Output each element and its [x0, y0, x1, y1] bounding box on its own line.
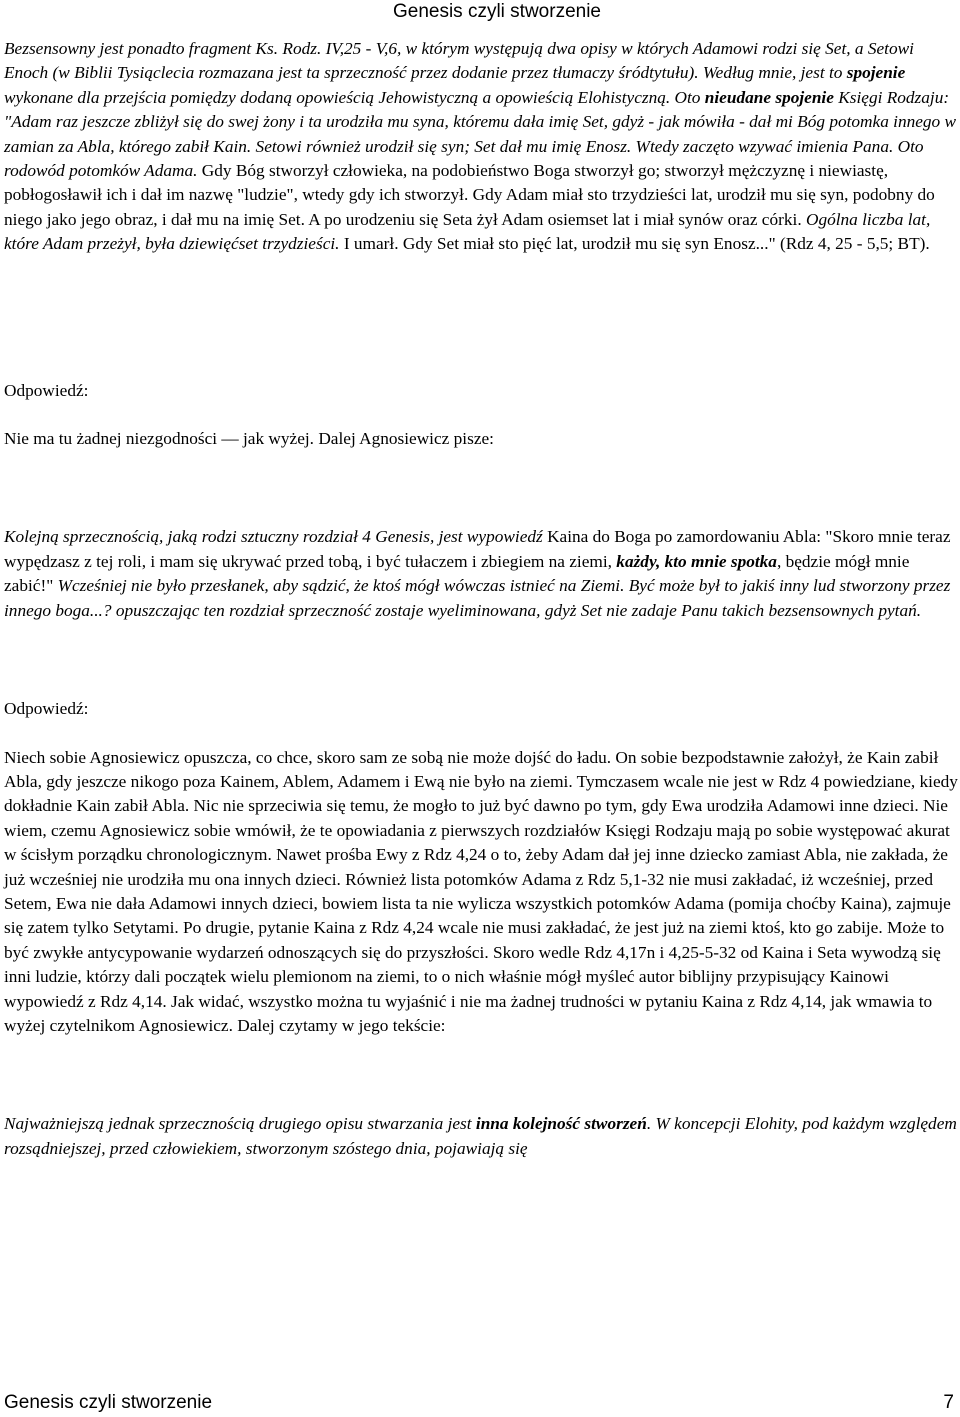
- emphasis: nieudane spojenie: [704, 87, 834, 107]
- document-body: [4, 37, 960, 1161]
- quote-text: , będzie mógł mnie zabić!": [4, 551, 910, 596]
- quote-text: Księgi Rodzaju: "Adam raz jeszcze zbliżył się do swej żony i ta urodziła mu syna, któremu dała imię Set, gdyż - jak mówiła - dał mi Bóg potomka innego w zamian za Abla, którego zabił Kain. Setowi również urodził się syn; Set dał mu imię Enosz. Wtedy zaczęto wzywać imienia Pana. Oto rodowód potomków Adama.: [4, 87, 957, 181]
- answer-label: Odpowiedź:: [4, 699, 89, 719]
- emphasis: spojenie: [846, 63, 906, 83]
- answer-text: Nie ma tu żadnej niezgodności — jak wyżej. Dalej Agnosiewicz pisze:: [4, 429, 494, 449]
- page-footer: [4, 1392, 954, 1414]
- emphasis: każdy, kto mnie spotka: [616, 551, 777, 571]
- header-title: Genesis czyli stworzenie: [392, 1, 601, 22]
- quote-text: Najważniejszą jednak sprzecznością drugiego opisu stwarzania jest: [4, 1114, 476, 1134]
- quote-text: I umarł. Gdy Set miał sto pięć lat, urodził mu się syn Enosz..." (Rdz 4, 25 - 5,5; BT).: [343, 234, 930, 254]
- answer-text: Niech sobie Agnosiewicz opuszcza, co chce, skoro sam ze sobą nie może dojść do ładu. On sobie bezpodstawnie założył, że Kain zabił Abla, gdy jeszcze nikogo poza Kainem, Ablem, Adamem i Ewą nie było na ziemi. Tymczasem wcale nie jest w Rdz 4 powiedziane, kiedy dokładnie Kain zabił Abla. Nic nie sprzeciwia się temu, że mogło to już być dawno po tym, gdy Ewa urodziła Adamowi inne dzieci. Nie wiem, czemu Agnosiewicz sobie wmówił, że te opowiadania z pierwszych rozdziałów Księgi Rodzaju mają po sobie występować akurat w ścisłym porządku chronologicznym. Nawet prośba Ewy z Rdz 4,24 o to, żeby Adam dał jej inne dziecko zamiast Abla, nie zakłada, że już wcześniej nie urodziła mu ona innych dzieci. Również lista potomków Adama z Rdz 5,1-32 nie musi zakładać, iż wcześniej, przed Setem, Ewa nie dała Adamowi innych dzieci, bowiem lista ta nie wylicza wszystkich potomków Adama (pomija choćby Kaina), zajmuje się zatem tylko Setytami. Po drugie, pytanie Kaina z Rdz 4,24 wcale nie musi zakładać, że jest już na ziemi ktoś, kto go zabije. Może to być zwykłe antycypowanie wydarzeń odnoszących się do przyszłości. Skoro wedle Rdz 4,17n i 4,25-5-32 od Kaina i Seta wywodzą się inni ludzie, którzy dali początek wielu plemionom na ziemi, to o nich właśnie mógł myśleć autor biblijny przypisujący Kainowi wypowiedź z Rdz 4,14. Jak widać, wszystko można tu wyjaśnić i nie ma żadnej trudności w pytaniu Kaina z Rdz 4,14, jak wmawia to wyżej czytelnikom Agnosiewicz. Dalej czytamy w jego tekście:: [4, 747, 958, 1035]
- footer-title: Genesis czyli stworzenie: [4, 1392, 213, 1413]
- quote-text: Ogólna liczba lat, które Adam przeżył, była dziewięćset trzydzieści.: [4, 209, 931, 254]
- quote-text: Wcześniej nie było przesłanek, aby sądzić, że ktoś mógł wówczas istnieć na Ziemi. Być może był to jakiś inny lud stworzony przez innego boga...? opuszczając ten rozdział sprzeczność zostaje wyeliminowana, gdyż Set nie zadaje Panu takich bezsensownych pytań.: [4, 576, 951, 620]
- running-header: [0, 0, 960, 23]
- quote-text: Kaina do Boga po zamordowaniu Abla: "Skoro mnie teraz wypędzasz z tej roli, i mam się ukrywać przed tobą, i być tułaczem i zbiegiem na ziemi,: [4, 527, 951, 571]
- paragraph-quote-3: [4, 1112, 960, 1161]
- page-number: 7: [943, 1392, 954, 1413]
- quote-text: Kolejną sprzecznością, jaką rodzi sztuczny rozdział 4 Genesis, jest wypowiedź: [4, 527, 548, 547]
- answer-label: Odpowiedź:: [4, 380, 89, 400]
- paragraph-quote-1: [4, 37, 960, 257]
- paragraph-quote-2: [4, 525, 960, 623]
- quote-text: Gdy Bóg stworzył człowieka, na podobieństwo Boga stworzył go; stworzył mężczyznę i niewiastę, pobłogosławił ich i dał im nazwę "ludzie", wtedy gdy ich stworzył. Gdy Adam miał sto trzydzieści lat, urodził mu się syn, podobny do niego jako jego obraz, i dał mu na imię Set. A po urodzeniu się Seta żył Adam osiemset lat i miał synów oraz córki.: [4, 161, 935, 229]
- quote-text: . W koncepcji Elohity, pod każdym względem rozsądniejszej, przed człowiekiem, stworzonym szóstego dnia, pojawiają się: [4, 1114, 957, 1158]
- emphasis: inna kolejność stworzeń: [475, 1114, 647, 1134]
- quote-text: Bezsensowny jest ponadto fragment Ks. Rodz. IV,25 - V,6, w którym występują dwa opisy w których Adamowi rodzi się Set, a Setowi Enoch (w Biblii Tysiąclecia rozmazana jest ta sprzeczność przez dodanie przez tłumaczy śródtytułu). Według mnie, jest to: [4, 39, 914, 83]
- quote-text: wykonane dla przejścia pomiędzy dodaną opowieścią Jehowistyczną a opowieścią Elohistyczną. Oto: [4, 87, 705, 107]
